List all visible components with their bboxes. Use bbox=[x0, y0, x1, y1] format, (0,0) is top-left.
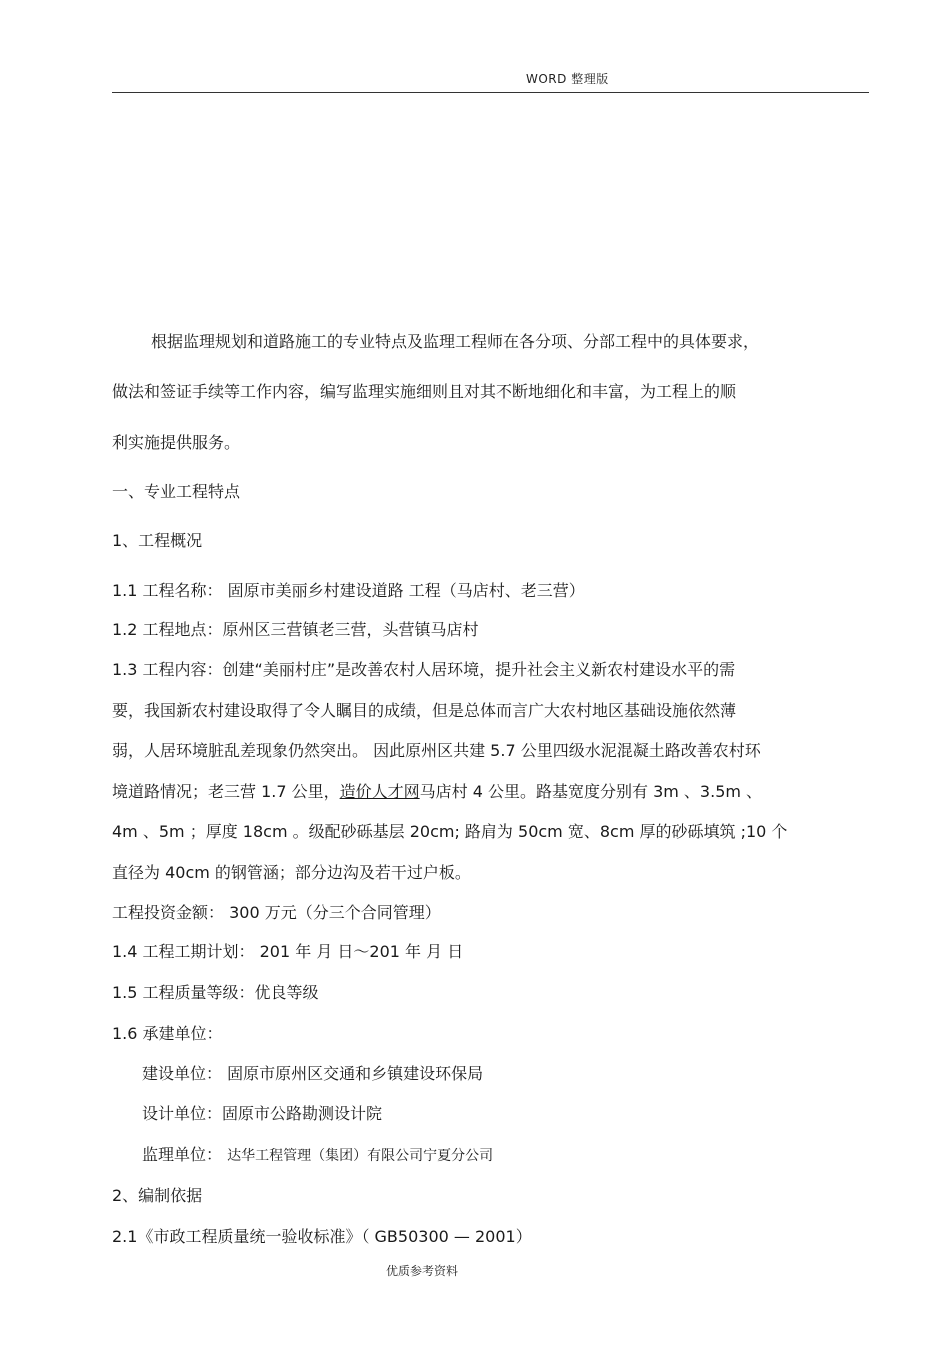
contractor-units-title: 1.6 承建单位： bbox=[112, 1024, 223, 1043]
intro-line-1: 根据监理规划和道路施工的专业特点及监理工程师在各分项、分部工程中的具体要求， bbox=[151, 332, 760, 351]
supervisor-value: 达华工程管理（集团）有限公司宁夏分公司 bbox=[227, 1148, 494, 1164]
section-1-title: 一、专业工程特点 bbox=[112, 482, 241, 501]
project-content-line-1: 1.3 工程内容：创建“美丽村庄”是改善农村人居环境，提升社会主义新农村建设水平的需 bbox=[112, 660, 736, 679]
quality-grade: 1.5 工程质量等级：优良等级 bbox=[112, 983, 319, 1002]
project-content-line-5: 4m 、5m ；厚度 18cm 。级配砂砾基层 20cm; 路肩为 50cm 宽、8cm 厚的砂砾填筑 ;10 个 bbox=[112, 822, 788, 841]
underlined-text: 造价人才网 bbox=[339, 782, 420, 801]
investment-amount: 工程投资金额： 300 万元（分三个合同管理） bbox=[112, 903, 441, 922]
page-header bbox=[112, 68, 869, 93]
project-content-line-2: 要，我国新农村建设取得了令人瞩目的成绩，但是总体而言广大农村地区基础设施依然薄 bbox=[112, 701, 737, 720]
project-name: 1.1 工程名称： 固原市美丽乡村建设道路 工程（马店村、老三营） bbox=[112, 581, 585, 600]
content-line-4-part-a: 境道路情况；老三营 1.7 公里， bbox=[112, 782, 340, 801]
project-content-line-6: 直径为 40cm 的钢管涵；部分边沟及若干过户板。 bbox=[112, 863, 471, 882]
subsection-1-title: 1、工程概况 bbox=[112, 531, 203, 550]
project-location: 1.2 工程地点：原州区三营镇老三营，头营镇马店村 bbox=[112, 620, 479, 639]
builder-unit bbox=[142, 1063, 483, 1085]
project-content-line-4 bbox=[112, 781, 762, 803]
intro-line-3: 利实施提供服务。 bbox=[112, 433, 241, 452]
builder-value: 固原市原州区交通和乡镇建设环保局 bbox=[227, 1064, 484, 1083]
header-text: WORD 整理版 bbox=[526, 72, 609, 86]
basis-item-1: 2.1《市政工程质量统一验收标准》（ GB50300 — 2001） bbox=[112, 1227, 532, 1246]
builder-label: 建设单位： bbox=[142, 1064, 223, 1083]
project-schedule: 1.4 工程工期计划： 201 年 月 日～201 年 月 日 bbox=[112, 942, 464, 961]
page-footer: 优质参考资料 bbox=[386, 1264, 459, 1278]
designer-unit: 设计单位：固原市公路勘测设计院 bbox=[142, 1104, 383, 1123]
project-content-line-3: 弱，人居环境脏乱差现象仍然突出。 因此原州区共建 5.7 公里四级水泥混凝土路改善农村环 bbox=[112, 741, 761, 760]
content-line-4-part-b: 马店村 4 公里。路基宽度分别有 3m 、3.5m 、 bbox=[419, 782, 763, 801]
intro-line-2: 做法和签证手续等工作内容，编写监理实施细则且对其不断地细化和丰富，为工程上的顺 bbox=[112, 382, 737, 401]
supervisor-label: 监理单位： bbox=[142, 1145, 223, 1164]
subsection-2-title: 2、编制依据 bbox=[112, 1186, 203, 1205]
supervisor-unit bbox=[142, 1144, 493, 1167]
